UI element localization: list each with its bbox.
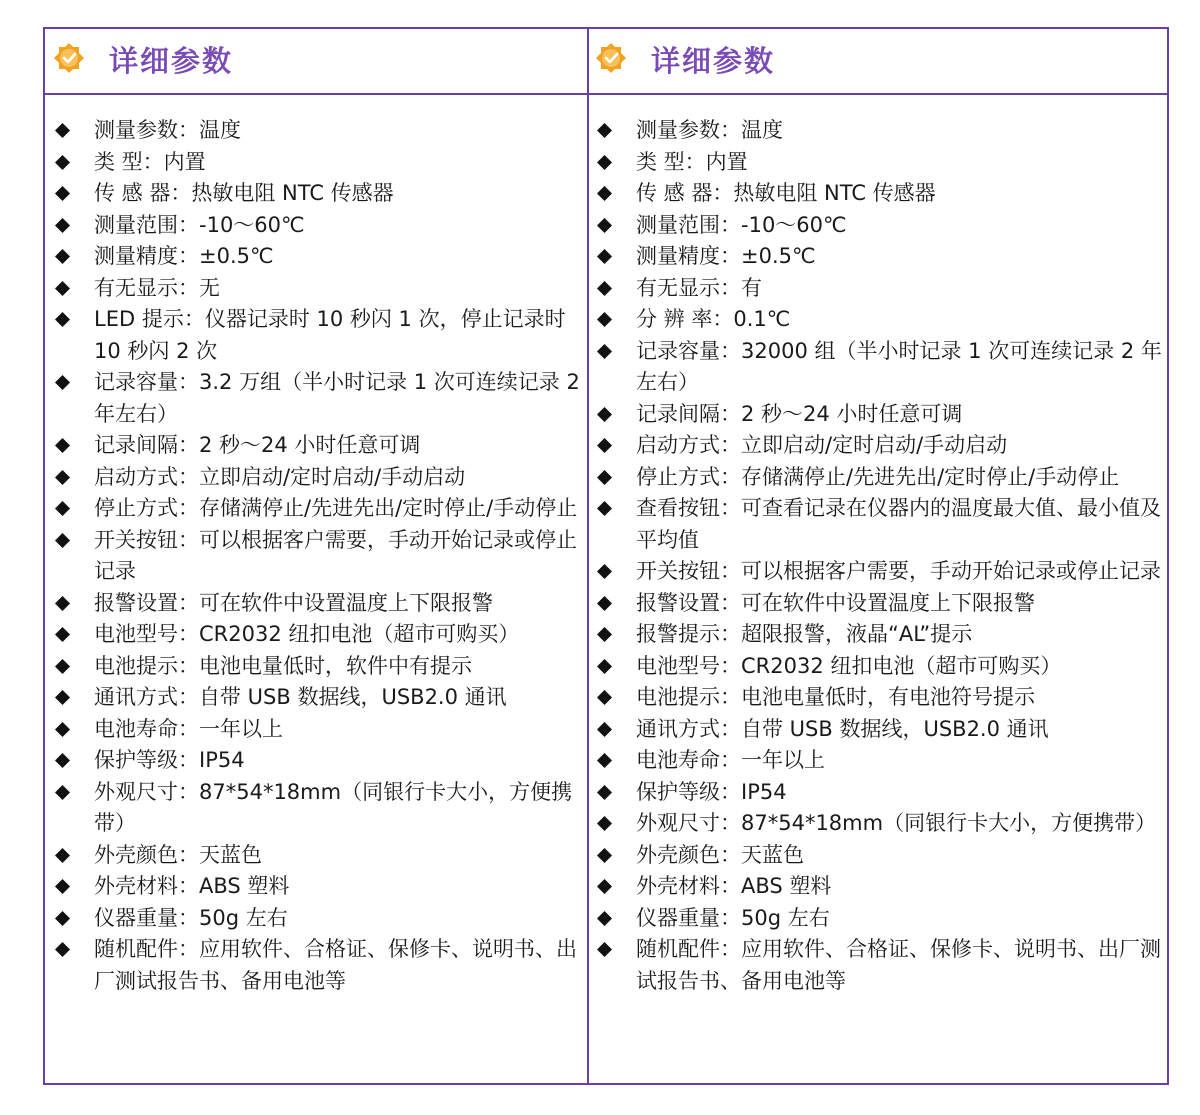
spec-text: 开关按钮：可以根据客户需要，手动开始记录或停止记录 bbox=[94, 527, 577, 583]
spec-item bbox=[53, 462, 588, 494]
spec-text: 测量范围：-10～60℃ bbox=[94, 212, 305, 237]
diamond-bullet-icon bbox=[55, 218, 70, 233]
spec-item bbox=[595, 934, 1169, 997]
spec-item bbox=[53, 147, 588, 179]
spec-item bbox=[595, 619, 1169, 651]
diamond-bullet-icon bbox=[55, 690, 70, 705]
diamond-bullet-icon bbox=[55, 785, 70, 800]
diamond-bullet-icon bbox=[597, 470, 612, 485]
diamond-bullet-icon bbox=[597, 407, 612, 422]
spec-item bbox=[53, 178, 588, 210]
spec-text: 传 感 器：热敏电阻 NTC 传感器 bbox=[94, 181, 394, 205]
diamond-bullet-icon bbox=[597, 753, 612, 768]
spec-item bbox=[595, 147, 1169, 179]
diamond-bullet-icon bbox=[597, 722, 612, 737]
spec-text: 类 型：内置 bbox=[94, 149, 206, 174]
spec-text: 随机配件：应用软件、合格证、保修卡、说明书、出厂测试报告书、备用电池等 bbox=[636, 937, 1161, 993]
spec-text: 类 型：内置 bbox=[636, 149, 748, 174]
spec-text: 外壳颜色：天蓝色 bbox=[636, 842, 804, 867]
spec-item bbox=[53, 745, 588, 777]
spec-text: 仪器重量：50g 左右 bbox=[636, 905, 830, 930]
spec-item bbox=[53, 115, 588, 147]
diamond-bullet-icon bbox=[55, 501, 70, 516]
spec-text: 停止方式：存储满停止/先进先出/定时停止/手动停止 bbox=[94, 496, 578, 520]
spec-text: 外壳颜色：天蓝色 bbox=[94, 842, 262, 867]
spec-text: 外观尺寸：87*54*18mm（同银行卡大小，方便携带） bbox=[636, 811, 1157, 835]
spec-text: 开关按钮：可以根据客户需要，手动开始记录或停止记录 bbox=[636, 559, 1161, 583]
diamond-bullet-icon bbox=[597, 312, 612, 327]
left-spec-list bbox=[53, 115, 588, 997]
spec-item bbox=[595, 745, 1169, 777]
spec-text: 报警提示：超限报警，液晶“AL”提示 bbox=[636, 622, 973, 646]
spec-item bbox=[595, 588, 1169, 620]
diamond-bullet-icon bbox=[55, 312, 70, 327]
spec-text: 随机配件：应用软件、合格证、保修卡、说明书、出厂测试报告书、备用电池等 bbox=[94, 937, 577, 993]
diamond-bullet-icon bbox=[55, 470, 70, 485]
spec-text: 电池型号：CR2032 纽扣电池（超市可购买） bbox=[94, 622, 520, 646]
diamond-bullet-icon bbox=[55, 942, 70, 957]
diamond-bullet-icon bbox=[597, 438, 612, 453]
left-column-title: 详细参数 bbox=[109, 44, 234, 78]
diamond-bullet-icon bbox=[597, 879, 612, 894]
spec-item bbox=[53, 651, 588, 683]
diamond-bullet-icon bbox=[597, 123, 612, 138]
spec-text: 测量范围：-10～60℃ bbox=[636, 212, 847, 237]
diamond-bullet-icon bbox=[597, 816, 612, 831]
spec-text: 电池寿命：一年以上 bbox=[94, 716, 283, 741]
spec-text: LED 提示：仪器记录时 10 秒闪 1 次，停止记录时 10 秒闪 2 次 bbox=[94, 307, 566, 363]
spec-text: 记录间隔：2 秒～24 小时任意可调 bbox=[636, 401, 963, 426]
check-badge-icon bbox=[595, 42, 627, 74]
diamond-bullet-icon bbox=[597, 690, 612, 705]
spec-item bbox=[595, 273, 1169, 305]
diamond-bullet-icon bbox=[597, 155, 612, 170]
spec-item bbox=[595, 556, 1169, 588]
diamond-bullet-icon bbox=[55, 627, 70, 642]
spec-item bbox=[595, 178, 1169, 210]
spec-text: 测量参数：温度 bbox=[636, 118, 783, 142]
diamond-bullet-icon bbox=[55, 123, 70, 138]
spec-item bbox=[53, 840, 588, 872]
spec-item bbox=[53, 871, 588, 903]
diamond-bullet-icon bbox=[597, 596, 612, 611]
right-spec-column bbox=[587, 29, 1167, 1083]
spec-text: 电池提示：电池电量低时，有电池符号提示 bbox=[636, 685, 1035, 709]
diamond-bullet-icon bbox=[55, 848, 70, 863]
spec-text: 外观尺寸：87*54*18mm（同银行卡大小，方便携带） bbox=[94, 779, 573, 835]
diamond-bullet-icon bbox=[597, 848, 612, 863]
spec-text: 保护等级：IP54 bbox=[636, 779, 787, 804]
spec-text: 测量精度：±0.5℃ bbox=[94, 244, 274, 268]
diamond-bullet-icon bbox=[597, 501, 612, 516]
spec-table bbox=[43, 27, 1169, 1085]
spec-item bbox=[53, 777, 588, 840]
spec-text: 记录容量：3.2 万组（半小时记录 1 次可连续记录 2 年左右） bbox=[94, 370, 580, 426]
spec-item bbox=[53, 619, 588, 651]
spec-text: 电池寿命：一年以上 bbox=[636, 748, 825, 772]
spec-text: 记录间隔：2 秒～24 小时任意可调 bbox=[94, 433, 421, 457]
spec-item bbox=[53, 714, 588, 746]
spec-text: 有无显示：无 bbox=[94, 275, 220, 300]
spec-item bbox=[53, 273, 588, 305]
diamond-bullet-icon bbox=[55, 438, 70, 453]
spec-text: 记录容量：32000 组（半小时记录 1 次可连续记录 2 年左右） bbox=[636, 338, 1162, 394]
spec-text: 外壳材料：ABS 塑料 bbox=[94, 874, 290, 898]
spec-item bbox=[53, 241, 588, 273]
spec-item bbox=[53, 210, 588, 242]
spec-text: 有无显示：有 bbox=[636, 275, 762, 300]
diamond-bullet-icon bbox=[597, 911, 612, 926]
spec-item bbox=[595, 777, 1169, 809]
spec-item bbox=[53, 934, 588, 997]
diamond-bullet-icon bbox=[55, 375, 70, 390]
diamond-bullet-icon bbox=[55, 186, 70, 201]
spec-item bbox=[595, 493, 1169, 556]
diamond-bullet-icon bbox=[597, 785, 612, 800]
right-column-header bbox=[589, 29, 1167, 95]
spec-item bbox=[53, 903, 588, 935]
diamond-bullet-icon bbox=[597, 564, 612, 579]
diamond-bullet-icon bbox=[597, 249, 612, 264]
diamond-bullet-icon bbox=[55, 155, 70, 170]
spec-text: 电池提示：电池电量低时，软件中有提示 bbox=[94, 653, 472, 678]
diamond-bullet-icon bbox=[55, 533, 70, 548]
spec-item bbox=[595, 682, 1169, 714]
spec-item bbox=[595, 115, 1169, 147]
diamond-bullet-icon bbox=[597, 218, 612, 233]
spec-text: 测量参数：温度 bbox=[94, 118, 241, 142]
spec-item bbox=[53, 304, 588, 367]
spec-item bbox=[595, 871, 1169, 903]
spec-text: 测量精度：±0.5℃ bbox=[636, 244, 816, 268]
diamond-bullet-icon bbox=[55, 281, 70, 296]
diamond-bullet-icon bbox=[597, 942, 612, 957]
spec-text: 停止方式：存储满停止/先进先出/定时停止/手动停止 bbox=[636, 464, 1120, 489]
spec-item bbox=[53, 493, 588, 525]
spec-item bbox=[595, 336, 1169, 399]
spec-item bbox=[595, 430, 1169, 462]
spec-item bbox=[595, 304, 1169, 336]
diamond-bullet-icon bbox=[597, 281, 612, 296]
spec-item bbox=[595, 462, 1169, 494]
right-spec-list bbox=[595, 115, 1169, 997]
spec-item bbox=[595, 808, 1169, 840]
spec-text: 外壳材料：ABS 塑料 bbox=[636, 874, 832, 898]
right-column-title: 详细参数 bbox=[651, 44, 776, 78]
spec-item bbox=[595, 714, 1169, 746]
spec-item bbox=[53, 525, 588, 588]
spec-item bbox=[53, 588, 588, 620]
diamond-bullet-icon bbox=[597, 659, 612, 674]
diamond-bullet-icon bbox=[55, 596, 70, 611]
spec-text: 启动方式：立即启动/定时启动/手动启动 bbox=[636, 433, 1008, 457]
spec-text: 通讯方式：自带 USB 数据线，USB2.0 通讯 bbox=[94, 685, 507, 709]
spec-text: 传 感 器：热敏电阻 NTC 传感器 bbox=[636, 181, 936, 205]
spec-text: 报警设置：可在软件中设置温度上下限报警 bbox=[636, 590, 1035, 615]
spec-item bbox=[595, 241, 1169, 273]
diamond-bullet-icon bbox=[55, 911, 70, 926]
spec-item bbox=[53, 430, 588, 462]
spec-text: 查看按钮：可查看记录在仪器内的温度最大值、最小值及平均值 bbox=[636, 496, 1161, 552]
spec-text: 报警设置：可在软件中设置温度上下限报警 bbox=[94, 590, 493, 615]
diamond-bullet-icon bbox=[597, 627, 612, 642]
diamond-bullet-icon bbox=[597, 344, 612, 359]
spec-text: 电池型号：CR2032 纽扣电池（超市可购买） bbox=[636, 653, 1062, 678]
spec-item bbox=[595, 210, 1169, 242]
spec-item bbox=[595, 399, 1169, 431]
check-badge-icon bbox=[53, 42, 85, 74]
spec-text: 分 辨 率：0.1℃ bbox=[636, 307, 791, 331]
diamond-bullet-icon bbox=[55, 879, 70, 894]
left-spec-column bbox=[45, 29, 587, 1083]
spec-item bbox=[595, 840, 1169, 872]
spec-text: 通讯方式：自带 USB 数据线，USB2.0 通讯 bbox=[636, 716, 1049, 741]
diamond-bullet-icon bbox=[55, 722, 70, 737]
diamond-bullet-icon bbox=[55, 249, 70, 264]
diamond-bullet-icon bbox=[55, 659, 70, 674]
spec-text: 保护等级：IP54 bbox=[94, 748, 245, 772]
diamond-bullet-icon bbox=[55, 753, 70, 768]
spec-item bbox=[595, 651, 1169, 683]
spec-text: 启动方式：立即启动/定时启动/手动启动 bbox=[94, 464, 466, 489]
left-column-header bbox=[45, 29, 587, 95]
spec-text: 仪器重量：50g 左右 bbox=[94, 905, 288, 930]
spec-item bbox=[595, 903, 1169, 935]
diamond-bullet-icon bbox=[597, 186, 612, 201]
spec-item bbox=[53, 367, 588, 430]
spec-item bbox=[53, 682, 588, 714]
